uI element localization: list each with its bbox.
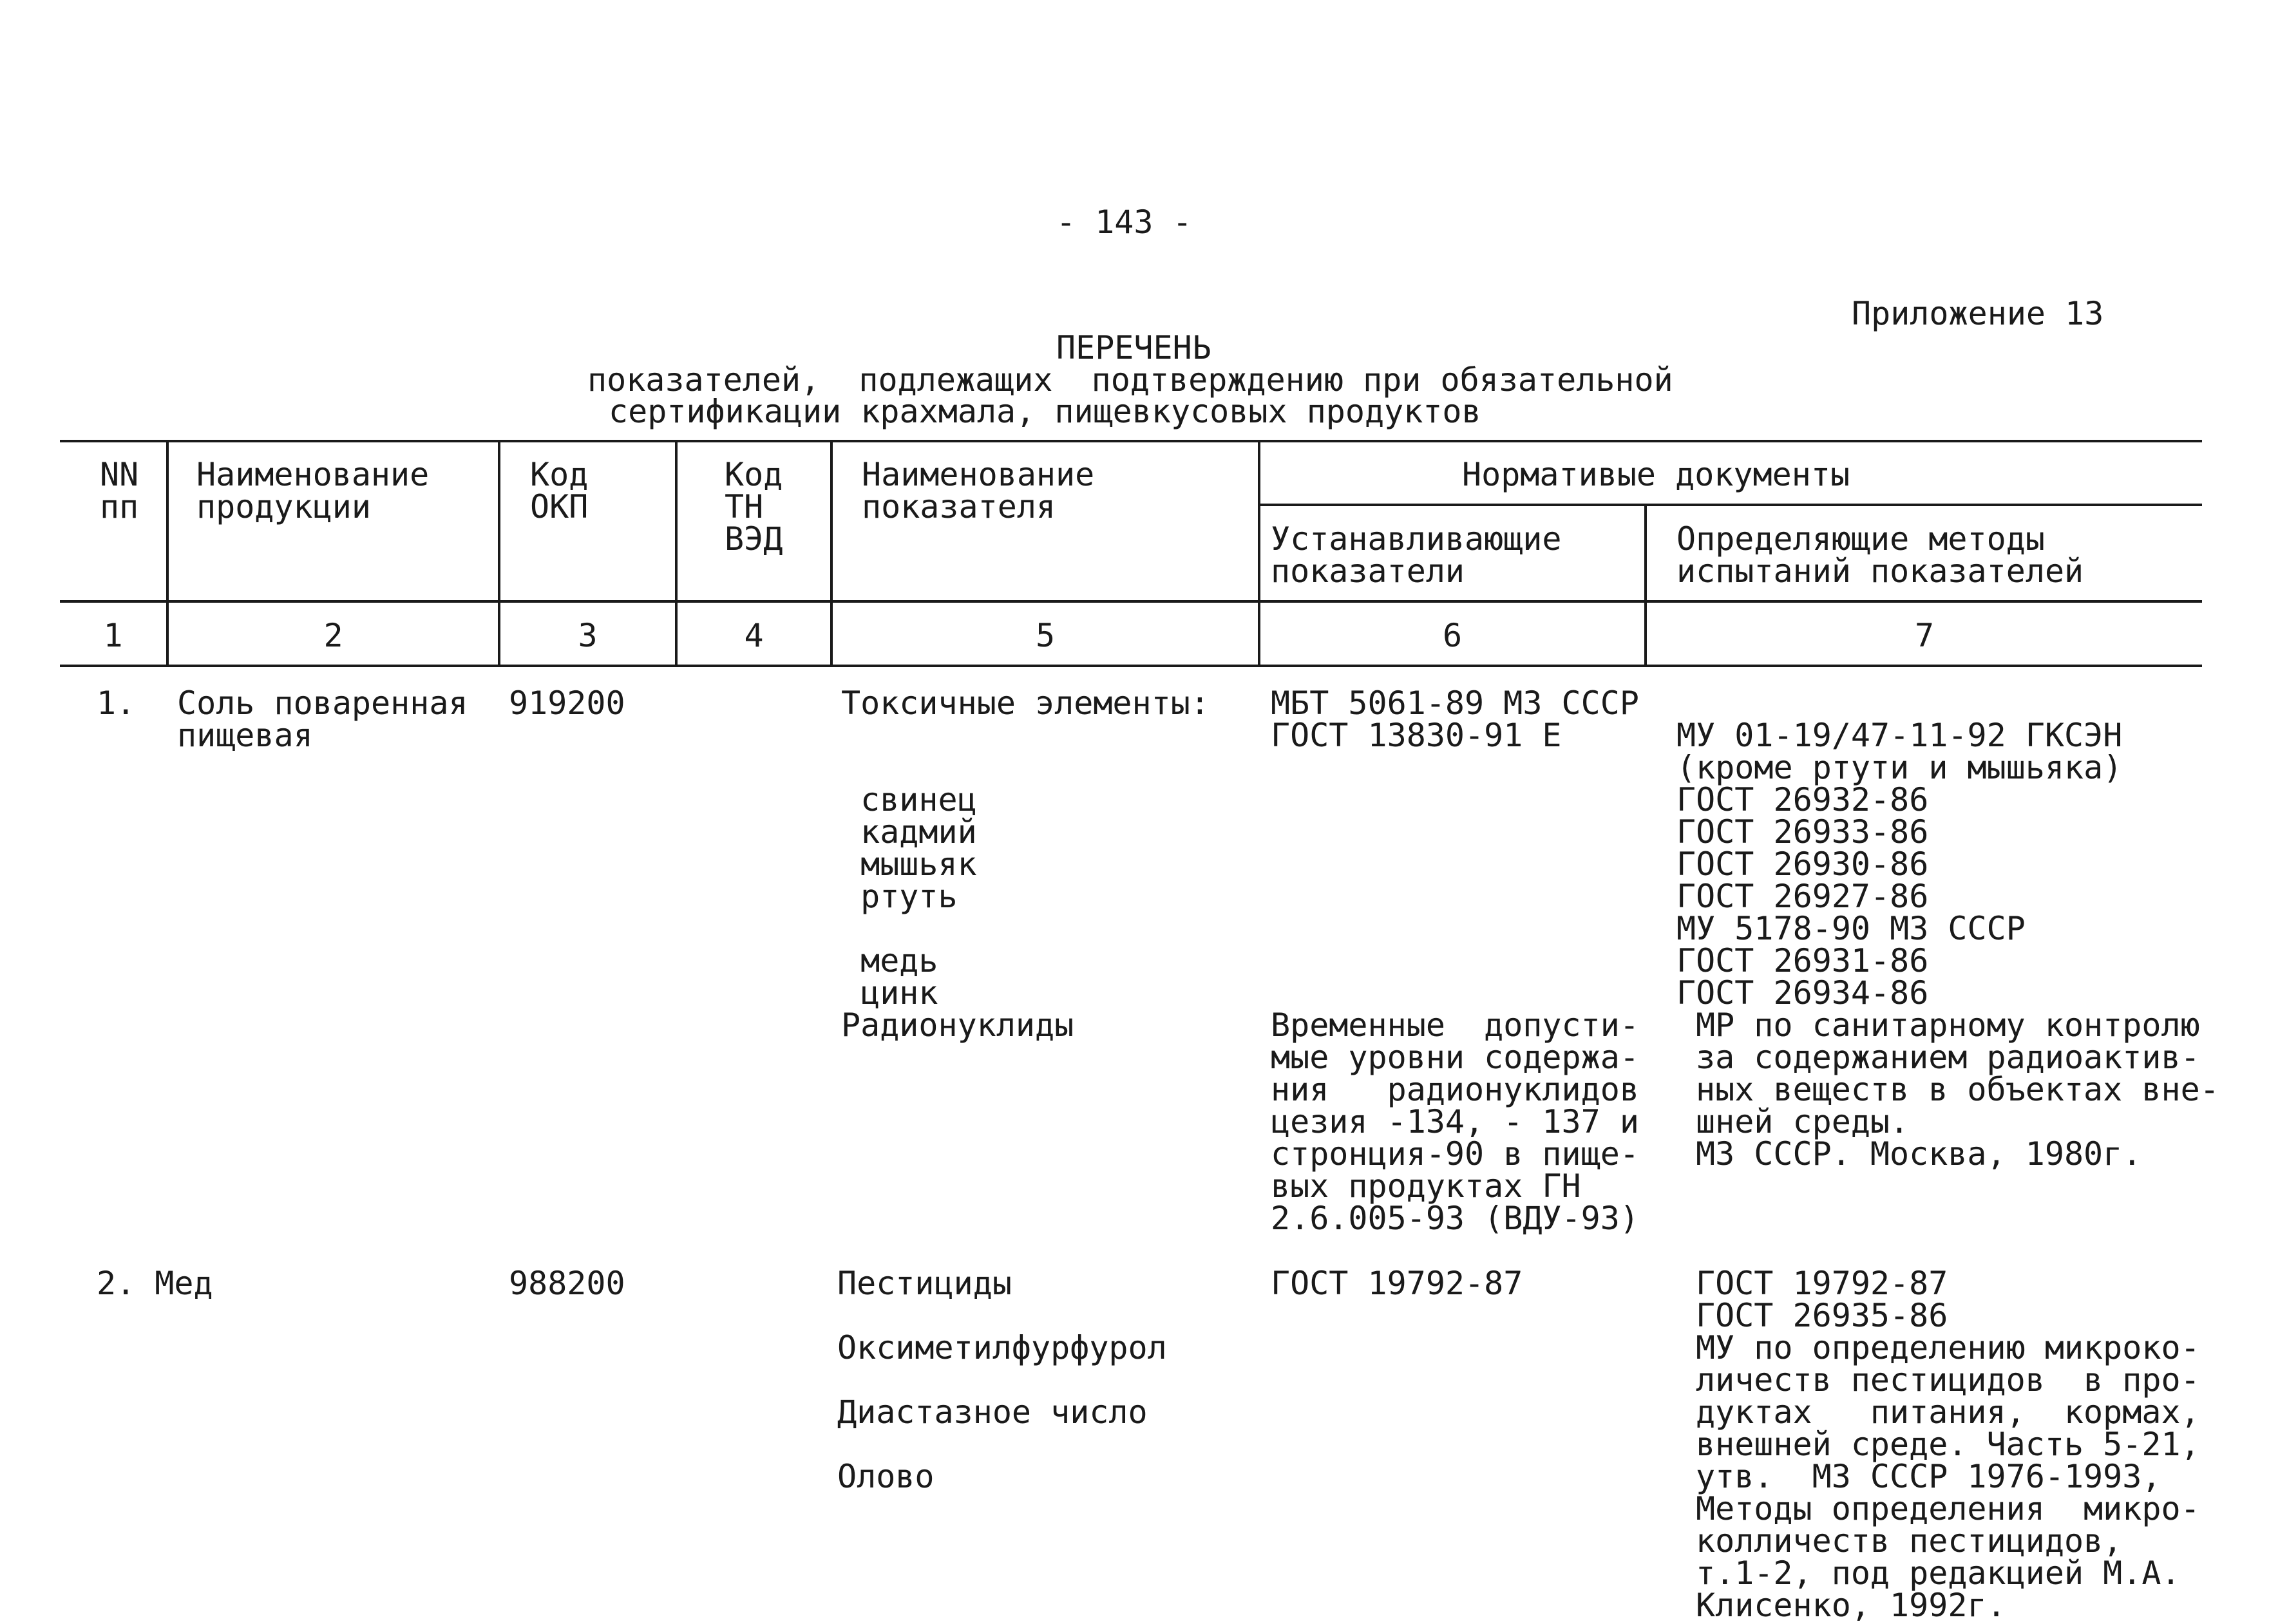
document-subtitle-line2: сертификации крахмала, пищевкусовых продуктов: [609, 393, 1481, 430]
table-row-2-indicators: Пестициды Оксиметилфурфурол Диастазное число Олово: [837, 1265, 1167, 1495]
header-col-tnved: Код ТН ВЭД: [725, 456, 783, 558]
header-col-number: NN пп: [100, 456, 139, 525]
column-number-1: 1: [103, 617, 123, 654]
table-row-2-okp: 988200: [509, 1265, 625, 1302]
table-row-1-okp: 919200: [509, 685, 625, 722]
table-row-1-methods: МУ 01-19/47-11-92 ГКСЭН (кроме ртути и мышьяка) ГОСТ 26932-86 ГОСТ 26933-86 ГОСТ 26930-86 ГОСТ 26927-86 МУ 5178-90 МЗ СССР ГОСТ 26931-86 ГОСТ 26934-86: [1676, 717, 2123, 1012]
column-number-4: 4: [744, 617, 764, 654]
header-col-indicator: Наименование показателя: [862, 456, 1095, 525]
table-row-2-docs: ГОСТ 19792-87: [1271, 1265, 1523, 1302]
header-col-okp: Код ОКП: [530, 456, 589, 525]
header-group-normative-docs: Нормативые документы: [1462, 456, 1850, 493]
table-row-2-methods: ГОСТ 19792-87 ГОСТ 26935-86 МУ по определению микроко- личеств пестицидов в про- дуктах питания, кормах, внешней среде. Часть 5-21, утв. МЗ СССР 1976-1993, Методы определения микро- колличеств пестицидов, т.1-2, под редакцией М.А. Клисенко, 1992г.: [1696, 1265, 2200, 1624]
header-col-product: Наименование продукции: [196, 456, 430, 525]
numbers-bottom-rule: [60, 665, 2202, 667]
table-row-1-methods-radionuclides: МР по санитарному контролю за содержанием радиоактив- ных веществ в объектах вне- шней среды. МЗ СССР. Москва, 1980г.: [1696, 1006, 2219, 1173]
table-row-1-product: Соль поваренная пищевая: [177, 685, 468, 754]
table-top-rule: [60, 440, 2202, 442]
page-number: - 143 -: [1056, 203, 1192, 241]
column-number-6: 6: [1442, 617, 1463, 654]
table-row-1-number: 1.: [97, 685, 136, 722]
header-col-establishing: Устанавливающие показатели: [1271, 520, 1562, 590]
appendix-label: Приложение 13: [1852, 295, 2104, 332]
table-row-1-docs-radionuclides: Временные допусти- мые уровни содержа- ния радионуклидов цезия -134, - 137 и стронция-90 в пище- вых продуктах ГН 2.6.005-93 (ВДУ-93): [1271, 1006, 1639, 1237]
document-subtitle-line1: показателей, подлежащих подтверждению при обязательной: [587, 361, 1673, 399]
column-number-7: 7: [1914, 617, 1935, 654]
column-number-5: 5: [1035, 617, 1056, 654]
table-row-1-indicators: свинец кадмий мышьяк ртуть медь цинк Радионуклиды: [841, 781, 1074, 1044]
header-bottom-rule: [60, 600, 2202, 603]
column-number-2: 2: [323, 617, 343, 654]
header-col-methods: Определяющие методы испытаний показателей: [1676, 520, 2084, 590]
document-title: ПЕРЕЧЕНЬ: [1056, 329, 1211, 366]
column-number-3: 3: [578, 617, 598, 654]
table-row-2-product: 2. Мед: [97, 1265, 213, 1302]
group-header-rule: [1258, 504, 2202, 506]
table-row-1-docs: МБТ 5061-89 МЗ СССР ГОСТ 13830-91 Е: [1271, 685, 1639, 754]
table-row-1-indicator-heading: Токсичные элементы:: [841, 685, 1210, 722]
